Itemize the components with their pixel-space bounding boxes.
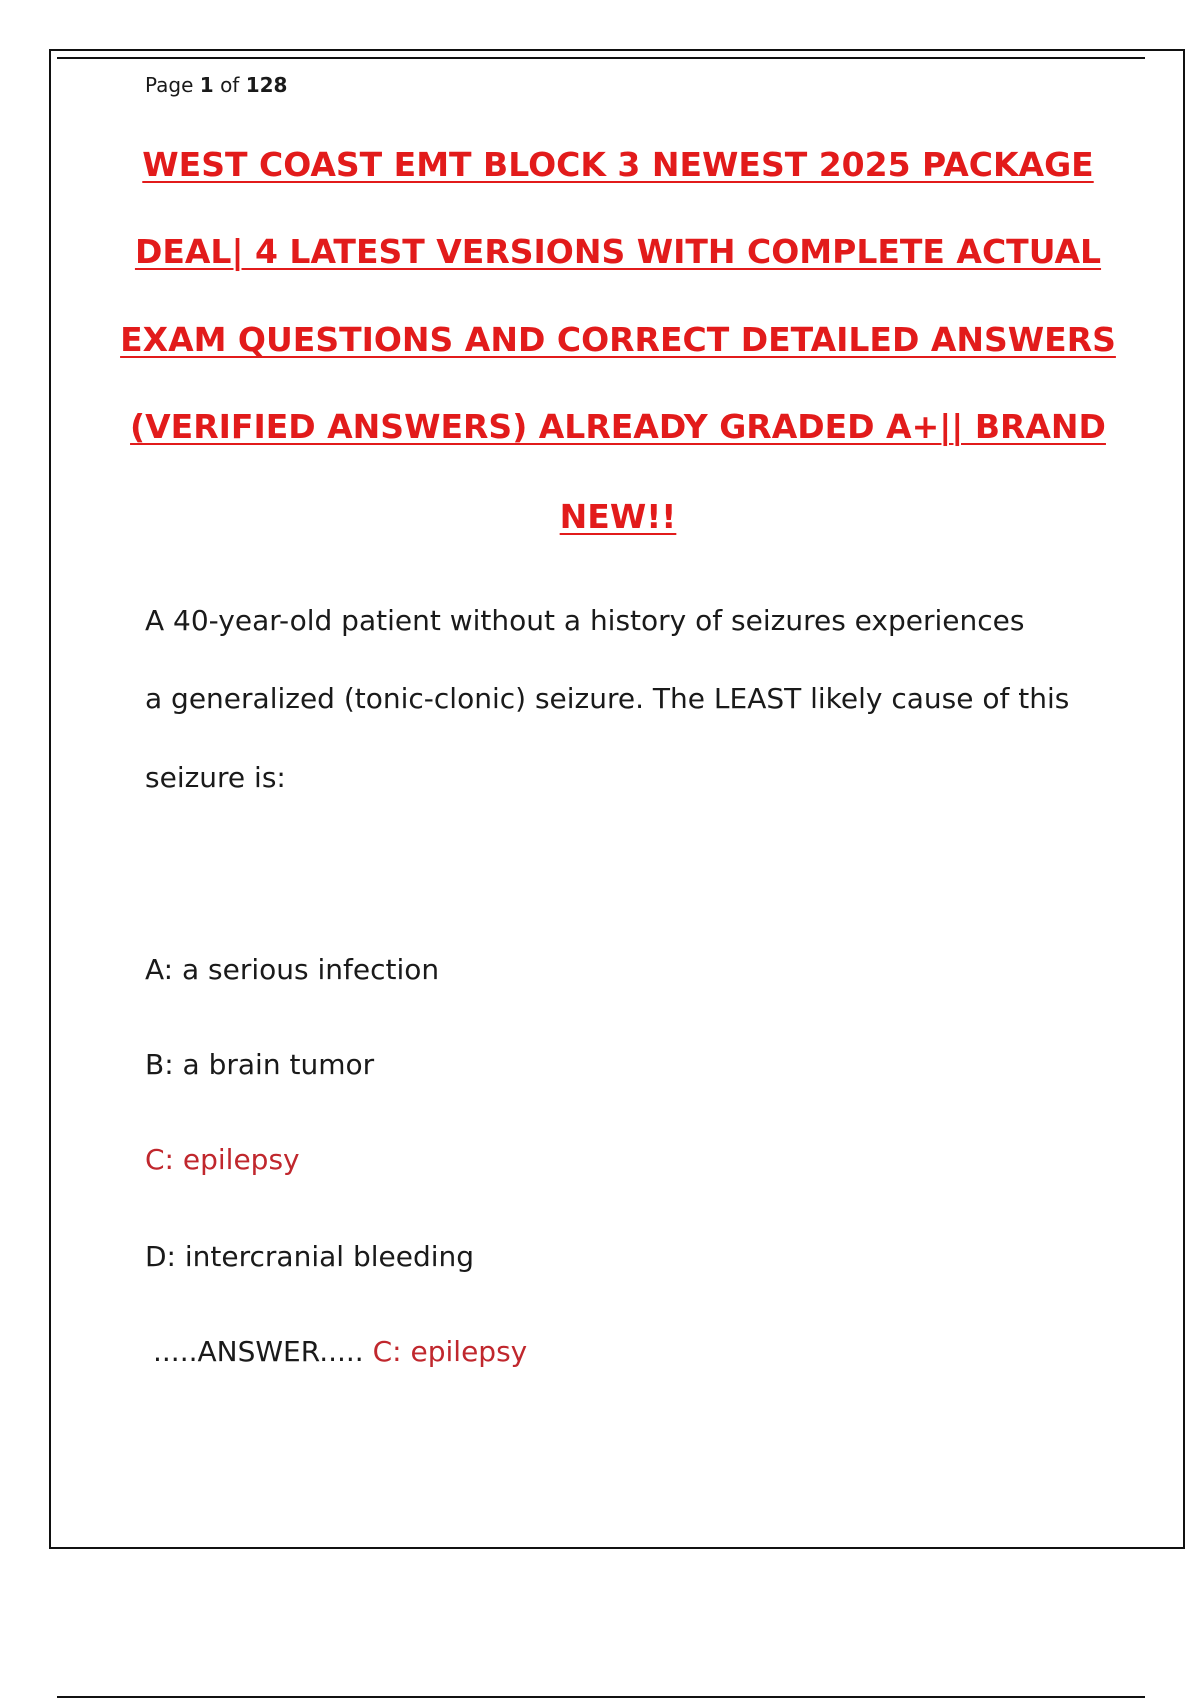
page-current: 1 [199, 73, 214, 97]
title-line-5: NEW!! [559, 497, 677, 536]
question-line-1: A 40-year-old patient without a history of seizures experiences [145, 604, 1025, 637]
option-c: C: epilepsy [145, 1143, 300, 1176]
option-b: B: a brain tumor [145, 1048, 375, 1081]
option-d: D: intercranial bleeding [145, 1240, 475, 1273]
question-line-3: seizure is: [145, 761, 286, 794]
bottom-rule [57, 1696, 1145, 1698]
page-total: 128 [245, 73, 288, 97]
answer-value: C: epilepsy [372, 1335, 528, 1368]
page-of-label: of [220, 73, 240, 97]
title-line-3: EXAM QUESTIONS AND CORRECT DETAILED ANSWERS [120, 320, 1116, 359]
page-indicator [145, 73, 287, 97]
frame-top-rule [57, 57, 1145, 59]
option-a: A: a serious infection [145, 953, 440, 986]
question-line-2: a generalized (tonic-clonic) seizure. The LEAST likely cause of this [145, 682, 1070, 715]
title-line-4: (VERIFIED ANSWERS) ALREADY GRADED A+|| BRAND [130, 407, 1106, 446]
page-label: Page [145, 73, 194, 97]
title-line-2: DEAL| 4 LATEST VERSIONS WITH COMPLETE ACTUAL [134, 232, 1102, 271]
page-frame [49, 49, 1185, 1549]
answer-prefix: .....ANSWER..... [153, 1335, 364, 1368]
answer-line [153, 1335, 527, 1368]
title-line-1: WEST COAST EMT BLOCK 3 NEWEST 2025 PACKAGE [142, 145, 1094, 184]
